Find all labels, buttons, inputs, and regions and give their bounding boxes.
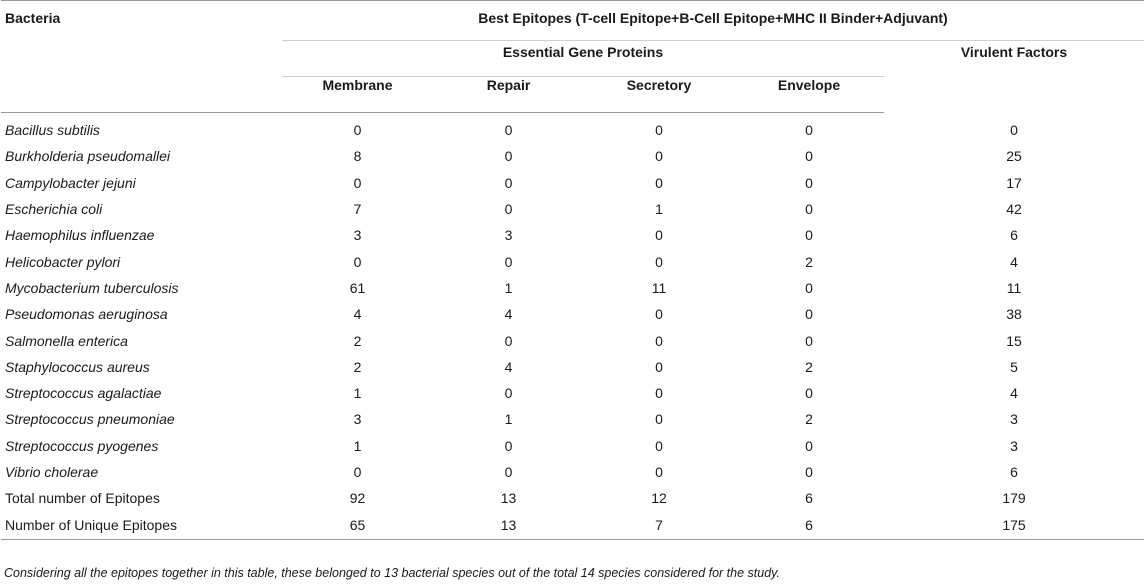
repair-value: 0 (504, 464, 513, 480)
table-row (1, 196, 1144, 222)
virulent-value: 175 (884, 511, 1144, 540)
membrane-value: 4 (353, 306, 362, 323)
species-name: Vibrio cholerae (5, 464, 99, 480)
epitope-table (1, 0, 1144, 540)
envelope-value: 0 (805, 306, 813, 323)
secretory-value: 0 (655, 332, 663, 349)
repair-value: 4 (504, 306, 513, 323)
bacteria-header: Bacteria (1, 1, 282, 35)
membrane-value: 65 (282, 511, 433, 540)
table-footnote: Considering all the epitopes together in this table, these belonged to 13 bacterial species out of the total 14 species considered for the study. (4, 566, 780, 580)
membrane-value: 3 (353, 227, 362, 244)
membrane-value: 8 (353, 148, 362, 165)
envelope-value: 6 (734, 511, 884, 540)
secretory-value: 0 (655, 464, 663, 480)
repair-value: 0 (504, 122, 513, 139)
membrane-value: 3 (353, 411, 362, 428)
best-epitopes-header: Best Epitopes (T-cell Epitope+B-Cell Epitope+MHC II Binder+Adjuvant) (282, 1, 1144, 35)
table-body (1, 113, 1144, 540)
secretory-value: 12 (651, 490, 667, 507)
species-name: Salmonella enterica (5, 332, 128, 349)
envelope-value: 0 (805, 279, 813, 296)
secretory-value: 11 (651, 279, 667, 296)
species-name: Staphylococcus aureus (5, 358, 150, 375)
unique-epitopes-row (1, 511, 1144, 540)
envelope-value: 0 (805, 201, 813, 218)
repair-value: 0 (504, 437, 513, 454)
secretory-value: 0 (655, 227, 663, 244)
virulent-value: 3 (1010, 437, 1018, 454)
secretory-header: Secretory (584, 69, 734, 113)
envelope-value: 0 (805, 227, 813, 244)
species-name: Pseudomonas aeruginosa (5, 306, 168, 323)
virulent-factors-header: Virulent Factors (960, 43, 1068, 60)
repair-value: 13 (433, 511, 584, 540)
repair-value: 3 (504, 227, 513, 244)
virulent-value: 4 (1010, 253, 1018, 270)
species-name: Helicobacter pylori (5, 253, 121, 270)
secretory-value: 0 (655, 437, 663, 454)
table-row (1, 275, 1144, 301)
envelope-value: 0 (805, 464, 813, 480)
membrane-value: 92 (349, 490, 366, 507)
virulent-value: 15 (1006, 332, 1022, 349)
repair-value: 0 (504, 148, 513, 165)
repair-value: 4 (504, 358, 513, 375)
envelope-value: 0 (805, 174, 813, 191)
repair-value: 0 (504, 201, 513, 218)
envelope-value: 0 (805, 332, 813, 349)
table-row (1, 433, 1144, 459)
unique-label: Number of Unique Epitopes (1, 511, 282, 540)
virulent-value: 0 (1010, 121, 1018, 138)
virulent-value: 3 (1010, 411, 1018, 428)
secretory-value: 0 (655, 358, 663, 375)
table-row (1, 354, 1144, 380)
table-row (1, 248, 1144, 274)
virulent-value: 5 (1010, 358, 1018, 375)
membrane-header: Membrane (282, 69, 433, 113)
repair-value: 1 (504, 279, 513, 296)
total-label: Total number of Epitopes (5, 490, 160, 507)
repair-value: 0 (504, 332, 513, 349)
membrane-value: 0 (353, 122, 362, 139)
envelope-value: 2 (805, 358, 813, 375)
envelope-value: 2 (805, 411, 813, 428)
secretory-value: 0 (655, 122, 663, 139)
envelope-value: 2 (805, 253, 813, 270)
membrane-value: 61 (349, 279, 366, 296)
membrane-value: 7 (353, 201, 362, 218)
secretory-value: 1 (655, 201, 663, 218)
virulent-value: 179 (1002, 490, 1026, 507)
envelope-value: 6 (805, 490, 813, 507)
species-name: Mycobacterium tuberculosis (5, 279, 179, 296)
table-row (1, 143, 1144, 169)
virulent-value: 38 (1006, 306, 1022, 323)
virulent-value: 25 (1006, 148, 1022, 165)
virulent-value: 6 (1010, 464, 1018, 480)
table-row (1, 327, 1144, 353)
essential-header-rule (282, 76, 884, 77)
virulent-value: 4 (1010, 385, 1018, 402)
table-row (1, 301, 1144, 327)
envelope-value: 0 (805, 385, 813, 402)
membrane-value: 0 (353, 253, 362, 270)
species-name: Campylobacter jejuni (5, 174, 136, 191)
secretory-value: 0 (655, 174, 663, 191)
repair-value: 1 (504, 411, 513, 428)
table-row (1, 459, 1144, 485)
secretory-value: 0 (655, 385, 663, 402)
envelope-header: Envelope (734, 69, 884, 113)
secretory-value: 7 (584, 511, 734, 540)
repair-header: Repair (433, 69, 584, 113)
species-name: Escherichia coli (5, 201, 103, 218)
species-name: Streptococcus pyogenes (5, 437, 159, 454)
table-row (1, 222, 1144, 248)
repair-value: 0 (504, 174, 513, 191)
membrane-value: 2 (353, 358, 362, 375)
envelope-value: 0 (805, 122, 813, 139)
species-name: Bacillus subtilis (5, 122, 100, 139)
table-row (1, 170, 1144, 196)
secretory-value: 0 (655, 253, 663, 270)
envelope-value: 0 (805, 148, 813, 165)
species-name: Haemophilus influenzae (5, 227, 155, 244)
membrane-value: 0 (353, 174, 362, 191)
repair-value: 13 (500, 490, 517, 507)
secretory-value: 0 (655, 411, 663, 428)
membrane-value: 2 (353, 332, 362, 349)
essential-gene-proteins-header: Essential Gene Proteins (502, 43, 664, 60)
secretory-value: 0 (655, 306, 663, 323)
membrane-value: 1 (353, 437, 362, 454)
total-epitopes-row (1, 485, 1144, 511)
virulent-value: 11 (1006, 279, 1022, 296)
membrane-value: 1 (353, 385, 362, 402)
repair-value: 0 (504, 253, 513, 270)
species-name: Burkholderia pseudomallei (5, 148, 170, 165)
virulent-value: 42 (1006, 201, 1022, 218)
table-row (1, 380, 1144, 406)
table-row (1, 406, 1144, 432)
membrane-value: 0 (353, 464, 362, 480)
species-name: Streptococcus agalactiae (5, 385, 162, 402)
group-header-rule (282, 40, 1144, 41)
envelope-value: 0 (805, 437, 813, 454)
secretory-value: 0 (655, 148, 663, 165)
repair-value: 0 (504, 385, 513, 402)
table-row (1, 113, 1144, 144)
virulent-value: 17 (1006, 174, 1022, 191)
virulent-value: 6 (1010, 227, 1018, 244)
header-row-group (1, 1, 1144, 35)
species-name: Streptococcus pneumoniae (5, 411, 175, 428)
